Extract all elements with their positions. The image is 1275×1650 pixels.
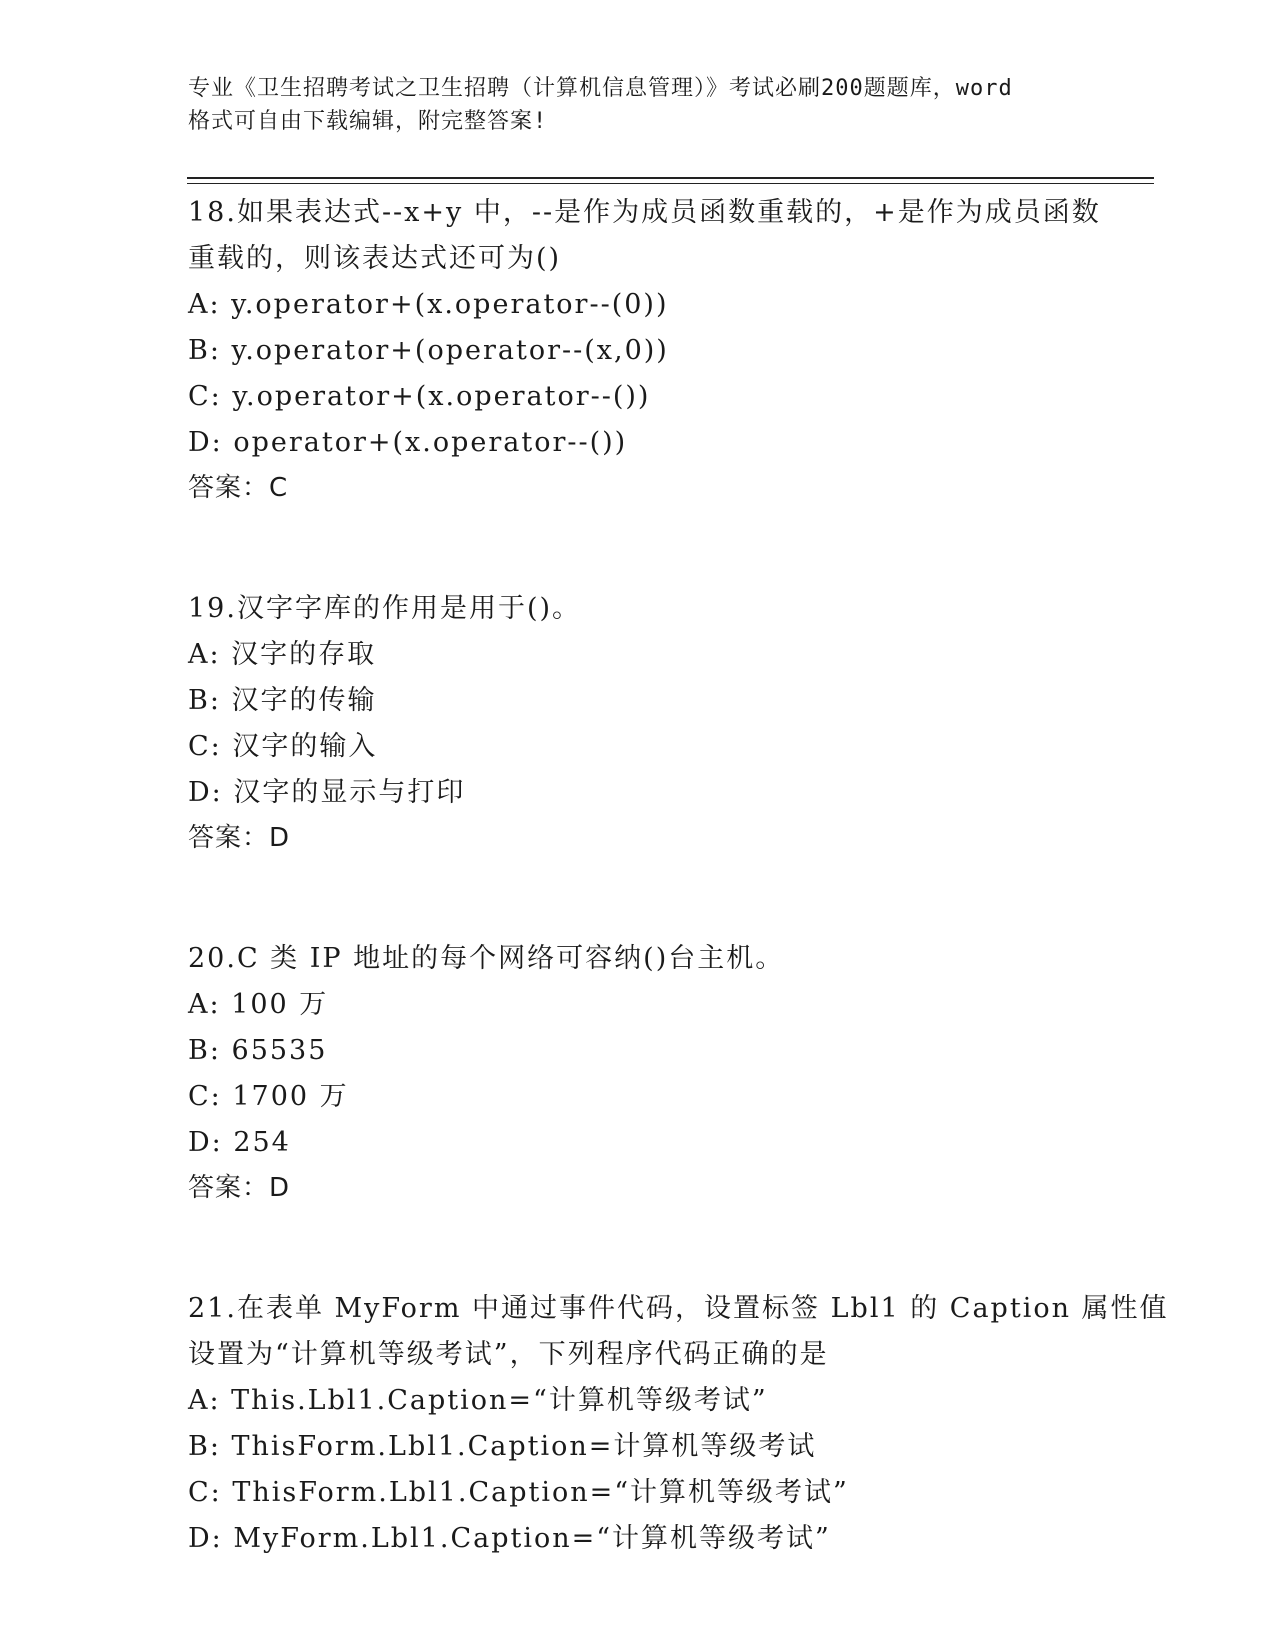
option-c: C: y.operator+(x.operator--()) [188, 381, 651, 412]
header-rule-thin [187, 183, 1154, 184]
option-b: B: y.operator+(operator--(x,0)) [188, 335, 669, 366]
question-stem: 20.C 类 IP 地址的每个网络可容纳()台主机。 [188, 943, 785, 974]
option-d: D: MyForm.Lbl1.Caption=“计算机等级考试” [188, 1523, 831, 1554]
question-19 [188, 586, 1148, 860]
option-a: A: This.Lbl1.Caption=“计算机等级考试” [188, 1385, 768, 1416]
header-rule-thick [187, 177, 1154, 179]
question-stem: 21.在表单 MyForm 中通过事件代码，设置标签 Lbl1 的 Caption 属性值 [188, 1293, 1169, 1324]
question-stem: 18.如果表达式--x+y 中，--是作为成员函数重载的，+是作为成员函数 [188, 197, 1101, 228]
option-d: D: 汉字的显示与打印 [188, 777, 466, 808]
question-stem: 设置为“计算机等级考试”，下列程序代码正确的是 [188, 1339, 829, 1370]
header-line-1: 专业《卫生招聘考试之卫生招聘（计算机信息管理）》考试必刷200题题库，word [188, 76, 1013, 101]
answer-line: 答案：C [188, 473, 289, 503]
header-line-2: 格式可自由下载编辑，附完整答案! [188, 109, 548, 134]
question-list [188, 190, 1169, 1562]
question-18 [188, 190, 1148, 510]
answer-line: 答案：D [188, 1173, 291, 1203]
question-20 [188, 936, 1148, 1210]
option-a: A: y.operator+(x.operator--(0)) [188, 289, 669, 320]
document-header [188, 72, 1088, 138]
option-c: C: 汉字的输入 [188, 731, 378, 762]
option-c: C: 1700 万 [188, 1081, 349, 1112]
option-a: A: 汉字的存取 [188, 639, 377, 670]
question-stem: 重载的，则该表达式还可为() [188, 243, 562, 274]
option-a: A: 100 万 [188, 989, 329, 1020]
question-stem: 19.汉字字库的作用是用于()。 [188, 593, 582, 624]
answer-line: 答案：D [188, 823, 291, 853]
option-b: B: ThisForm.Lbl1.Caption=计算机等级考试 [188, 1431, 817, 1462]
option-c: C: ThisForm.Lbl1.Caption=“计算机等级考试” [188, 1477, 849, 1508]
option-b: B: 汉字的传输 [188, 685, 377, 716]
option-b: B: 65535 [188, 1035, 328, 1066]
question-21 [188, 1286, 1169, 1562]
option-d: D: 254 [188, 1127, 291, 1158]
option-d: D: operator+(x.operator--()) [188, 427, 628, 458]
